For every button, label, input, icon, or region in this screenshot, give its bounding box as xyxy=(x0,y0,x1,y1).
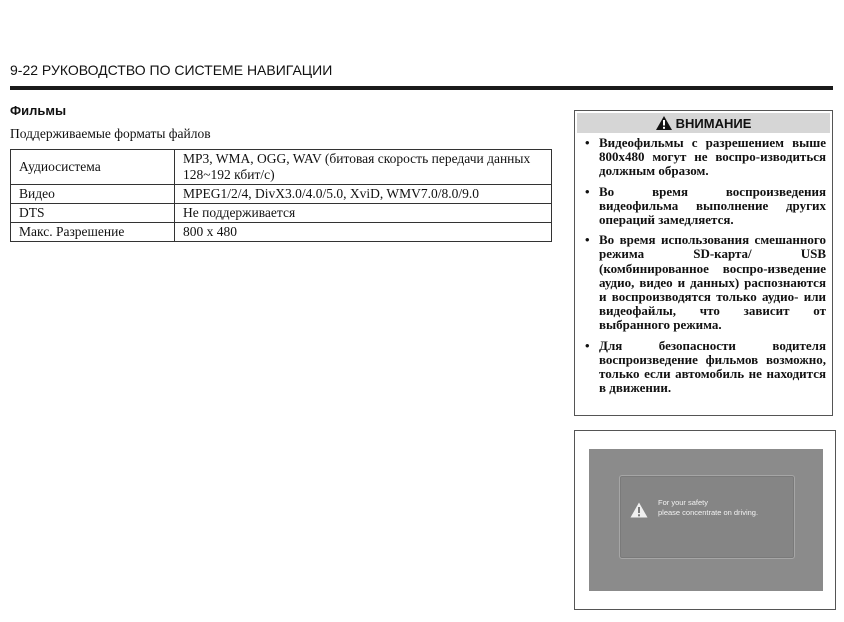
table-row xyxy=(11,185,552,204)
bullet: • xyxy=(585,183,590,199)
bullet: • xyxy=(585,337,590,353)
formats-caption: Поддерживаемые форматы файлов xyxy=(10,126,211,141)
bullet: • xyxy=(585,232,590,248)
warning-title: ВНИМАНИЕ xyxy=(675,115,752,131)
warning-triangle-icon xyxy=(630,502,648,518)
warning-box xyxy=(574,110,833,416)
header-rule xyxy=(10,86,833,90)
list-item xyxy=(585,136,826,179)
device-screen xyxy=(589,449,823,591)
table-cell-label: Аудиосистема xyxy=(11,150,175,185)
list-item xyxy=(585,185,826,228)
section-title: Фильмы xyxy=(10,103,67,118)
warning-text: Во время использования смешанного режима SD-карта/ USB (комбинированное воспро-изведение аудио, видео и данных) распознаются и воспроизводятся только аудио- или видеофайлы, что зависит от выбранного режима. xyxy=(599,232,826,333)
warning-header xyxy=(577,113,830,133)
warning-triangle-icon xyxy=(656,116,672,130)
table-cell-label: DTS xyxy=(11,204,175,223)
table-cell-label: Макс. Разрешение xyxy=(11,223,175,242)
warning-text: Во время воспроизведения видеофильма выполнение других операций замедляется. xyxy=(599,183,826,228)
table-cell-value: 800 x 480 xyxy=(175,223,552,242)
table-row xyxy=(11,150,552,185)
table-row xyxy=(11,204,552,223)
formats-table xyxy=(10,149,552,242)
list-item xyxy=(585,233,826,332)
safety-dialog xyxy=(619,475,795,559)
page-header: 9-22 РУКОВОДСТВО ПО СИСТЕМЕ НАВИГАЦИИ xyxy=(10,62,333,78)
safety-message-line1: For your safety xyxy=(658,498,709,507)
table-cell-value: MP3, WMA, OGG, WAV (битовая скорость передачи данных 128~192 кбит/с) xyxy=(175,150,552,185)
warning-text: Для безопасности водителя воспроизведение фильмов возможно, только если автомобиль не находится в движении. xyxy=(599,337,826,396)
table-cell-value: MPEG1/2/4, DivX3.0/4.0/5.0, XviD, WMV7.0/8.0/9.0 xyxy=(175,185,552,204)
safety-message-line2: please concentrate on driving. xyxy=(658,508,759,517)
warning-list xyxy=(585,136,826,401)
list-item xyxy=(585,339,826,396)
table-cell-value: Не поддерживается xyxy=(175,204,552,223)
table-cell-label: Видео xyxy=(11,185,175,204)
table-row xyxy=(11,223,552,242)
screen-figure xyxy=(574,430,836,610)
warning-text: Видеофильмы с разрешением выше 800x480 могут не воспро-изводиться должным образом. xyxy=(599,135,826,179)
safety-message xyxy=(658,498,758,518)
bullet: • xyxy=(585,135,590,150)
